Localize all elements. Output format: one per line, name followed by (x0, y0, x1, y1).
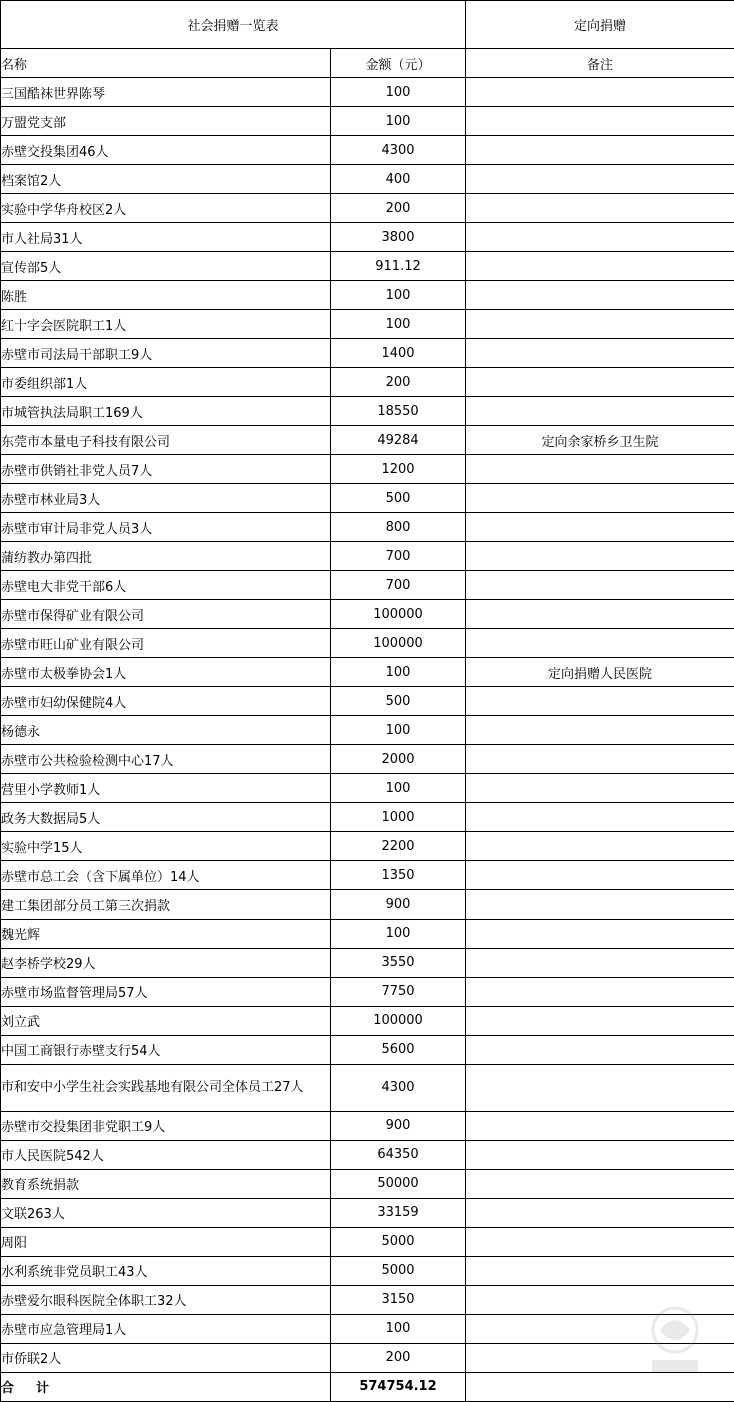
donor-name: 文联263人 (1, 1198, 331, 1227)
table-row (1, 1169, 734, 1198)
donation-note (466, 1064, 734, 1111)
table-row (1, 600, 734, 629)
donation-amount: 33159 (331, 1198, 466, 1227)
donor-name: 赤壁交投集团46人 (1, 136, 331, 165)
directed-title: 定向捐赠 (466, 1, 734, 49)
donor-name: 赤壁爱尔眼科医院全体职工32人 (1, 1285, 331, 1314)
donation-amount: 3550 (331, 948, 466, 977)
donation-note (466, 629, 734, 658)
donation-amount: 200 (331, 1343, 466, 1372)
donation-amount: 800 (331, 513, 466, 542)
table-row (1, 1227, 734, 1256)
donor-name: 周阳 (1, 1227, 331, 1256)
donation-amount: 500 (331, 484, 466, 513)
donation-note (466, 832, 734, 861)
table-title: 社会捐赠一览表 (1, 1, 466, 49)
total-label: 合计 (1, 1372, 331, 1401)
donation-amount: 18550 (331, 397, 466, 426)
donor-name: 中国工商银行赤壁支行54人 (1, 1035, 331, 1064)
table-row (1, 861, 734, 890)
donor-name: 政务大数据局5人 (1, 803, 331, 832)
donation-amount: 100 (331, 107, 466, 136)
donation-note (466, 310, 734, 339)
donor-name: 陈胜 (1, 281, 331, 310)
table-row (1, 1140, 734, 1169)
donation-note (466, 281, 734, 310)
donation-amount: 100 (331, 1314, 466, 1343)
donor-name: 档案馆2人 (1, 165, 331, 194)
donation-note (466, 1169, 734, 1198)
donor-name: 赤壁市太极拳协会1人 (1, 658, 331, 687)
donation-note (466, 1006, 734, 1035)
table-row (1, 658, 734, 687)
donor-name: 三国酷袜世界陈琴 (1, 78, 331, 107)
donor-name: 赤壁市妇幼保健院4人 (1, 687, 331, 716)
donation-amount: 100 (331, 658, 466, 687)
donation-amount: 50000 (331, 1169, 466, 1198)
table-row (1, 339, 734, 368)
donation-note (466, 919, 734, 948)
watermark-logo (640, 1300, 710, 1380)
table-row (1, 368, 734, 397)
donation-amount: 700 (331, 542, 466, 571)
donation-amount: 911.12 (331, 252, 466, 281)
donation-note (466, 716, 734, 745)
donation-amount: 1350 (331, 861, 466, 890)
donation-note: 定向余家桥乡卫生院 (466, 426, 734, 455)
donor-name: 杨德永 (1, 716, 331, 745)
donor-name: 市人社局31人 (1, 223, 331, 252)
table-row (1, 687, 734, 716)
donor-name: 水利系统非党员职工43人 (1, 1256, 331, 1285)
donor-name: 建工集团部分员工第三次捐款 (1, 890, 331, 919)
donation-note (466, 571, 734, 600)
donation-note (466, 223, 734, 252)
donation-note (466, 1256, 734, 1285)
donor-name: 市城管执法局职工169人 (1, 397, 331, 426)
table-row (1, 397, 734, 426)
donation-amount: 200 (331, 368, 466, 397)
donation-note (466, 1198, 734, 1227)
donation-note (466, 107, 734, 136)
donation-note (466, 397, 734, 426)
donation-note (466, 948, 734, 977)
donation-note (466, 745, 734, 774)
donor-name: 红十字会医院职工1人 (1, 310, 331, 339)
table-row (1, 1198, 734, 1227)
table-row (1, 716, 734, 745)
donor-name: 实验中学华舟校区2人 (1, 194, 331, 223)
donation-note (466, 455, 734, 484)
donation-amount: 3800 (331, 223, 466, 252)
donor-name: 赵李桥学校29人 (1, 948, 331, 977)
donation-amount: 4300 (331, 1064, 466, 1111)
donation-note (466, 136, 734, 165)
donor-name: 营里小学教师1人 (1, 774, 331, 803)
table-row (1, 977, 734, 1006)
donation-note (466, 78, 734, 107)
header-row (1, 49, 734, 78)
donation-amount: 2200 (331, 832, 466, 861)
donation-amount: 100000 (331, 600, 466, 629)
table-row (1, 745, 734, 774)
donation-amount: 64350 (331, 1140, 466, 1169)
donation-amount: 500 (331, 687, 466, 716)
donor-name: 赤壁市公共检验检测中心17人 (1, 745, 331, 774)
donation-amount: 100 (331, 774, 466, 803)
donation-note (466, 774, 734, 803)
donation-amount: 5000 (331, 1227, 466, 1256)
donor-name: 宣传部5人 (1, 252, 331, 281)
table-row (1, 1343, 734, 1372)
donation-note (466, 861, 734, 890)
donation-amount: 4300 (331, 136, 466, 165)
total-row (1, 1372, 734, 1401)
donor-name: 教育系统捐款 (1, 1169, 331, 1198)
table-row (1, 774, 734, 803)
donation-amount: 700 (331, 571, 466, 600)
donation-amount: 5600 (331, 1035, 466, 1064)
header-name: 名称 (1, 49, 331, 78)
table-row (1, 310, 734, 339)
header-note: 备注 (466, 49, 734, 78)
donor-name: 赤壁市供销社非党人员7人 (1, 455, 331, 484)
donor-name: 东莞市本量电子科技有限公司 (1, 426, 331, 455)
donation-amount: 100 (331, 78, 466, 107)
table-row (1, 107, 734, 136)
donation-note (466, 600, 734, 629)
table-row (1, 136, 734, 165)
header-amount: 金额（元） (331, 49, 466, 78)
donation-note (466, 513, 734, 542)
donation-amount: 100 (331, 310, 466, 339)
table-row (1, 281, 734, 310)
donor-name: 赤壁市审计局非党人员3人 (1, 513, 331, 542)
donation-amount: 100000 (331, 629, 466, 658)
donor-name: 赤壁市保得矿业有限公司 (1, 600, 331, 629)
donation-amount: 1200 (331, 455, 466, 484)
donation-amount: 100 (331, 716, 466, 745)
donor-name: 实验中学15人 (1, 832, 331, 861)
donation-note (466, 368, 734, 397)
donation-note (466, 977, 734, 1006)
table-row (1, 484, 734, 513)
table-row (1, 1064, 734, 1111)
table-row (1, 832, 734, 861)
donor-name: 蒲纺教办第四批 (1, 542, 331, 571)
donation-note (466, 194, 734, 223)
donor-name: 万盟党支部 (1, 107, 331, 136)
donation-note (466, 484, 734, 513)
table-row (1, 948, 734, 977)
table-row (1, 1285, 734, 1314)
donation-note (466, 803, 734, 832)
donation-note (466, 542, 734, 571)
donation-amount: 200 (331, 194, 466, 223)
donation-note (466, 687, 734, 716)
donor-name: 市委组织部1人 (1, 368, 331, 397)
table-row (1, 890, 734, 919)
table-row (1, 571, 734, 600)
donation-amount: 49284 (331, 426, 466, 455)
donor-name: 市人民医院542人 (1, 1140, 331, 1169)
table-row (1, 165, 734, 194)
total-amount: 574754.12 (331, 1372, 466, 1401)
donation-note (466, 339, 734, 368)
donor-name: 赤壁市旺山矿业有限公司 (1, 629, 331, 658)
table-row (1, 252, 734, 281)
table-row (1, 629, 734, 658)
donation-amount: 100 (331, 919, 466, 948)
table-row (1, 1006, 734, 1035)
table-row (1, 455, 734, 484)
table-row (1, 803, 734, 832)
donation-note (466, 1111, 734, 1140)
donation-amount: 1000 (331, 803, 466, 832)
donation-note (466, 252, 734, 281)
donation-note (466, 1140, 734, 1169)
table-row (1, 919, 734, 948)
donation-note (466, 1035, 734, 1064)
donor-name: 市侨联2人 (1, 1343, 331, 1372)
table-row (1, 1256, 734, 1285)
donation-amount: 100 (331, 281, 466, 310)
title-row (1, 1, 734, 49)
donation-amount: 7750 (331, 977, 466, 1006)
table-row (1, 542, 734, 571)
table-row (1, 223, 734, 252)
donation-amount: 2000 (331, 745, 466, 774)
table-row (1, 194, 734, 223)
donor-name: 赤壁市应急管理局1人 (1, 1314, 331, 1343)
table-row (1, 1035, 734, 1064)
donation-amount: 100000 (331, 1006, 466, 1035)
table-row (1, 1111, 734, 1140)
donation-note (466, 890, 734, 919)
donation-amount: 900 (331, 1111, 466, 1140)
donation-note: 定向捐赠人民医院 (466, 658, 734, 687)
table-row (1, 426, 734, 455)
donor-name: 赤壁市场监督管理局57人 (1, 977, 331, 1006)
donor-name: 赤壁市交投集团非党职工9人 (1, 1111, 331, 1140)
donation-amount: 5000 (331, 1256, 466, 1285)
donor-name: 赤壁市林业局3人 (1, 484, 331, 513)
donation-note (466, 1227, 734, 1256)
donation-amount: 1400 (331, 339, 466, 368)
donor-name: 赤壁市司法局干部职工9人 (1, 339, 331, 368)
donation-note (466, 165, 734, 194)
donor-name: 赤壁电大非党干部6人 (1, 571, 331, 600)
table-row (1, 78, 734, 107)
donor-name: 赤壁市总工会（含下属单位）14人 (1, 861, 331, 890)
table-row (1, 513, 734, 542)
donor-name: 刘立武 (1, 1006, 331, 1035)
donation-amount: 3150 (331, 1285, 466, 1314)
donation-amount: 900 (331, 890, 466, 919)
donor-name: 市和安中小学生社会实践基地有限公司全体员工27人 (1, 1064, 331, 1111)
donation-amount: 400 (331, 165, 466, 194)
table-row (1, 1314, 734, 1343)
donor-name: 魏光辉 (1, 919, 331, 948)
